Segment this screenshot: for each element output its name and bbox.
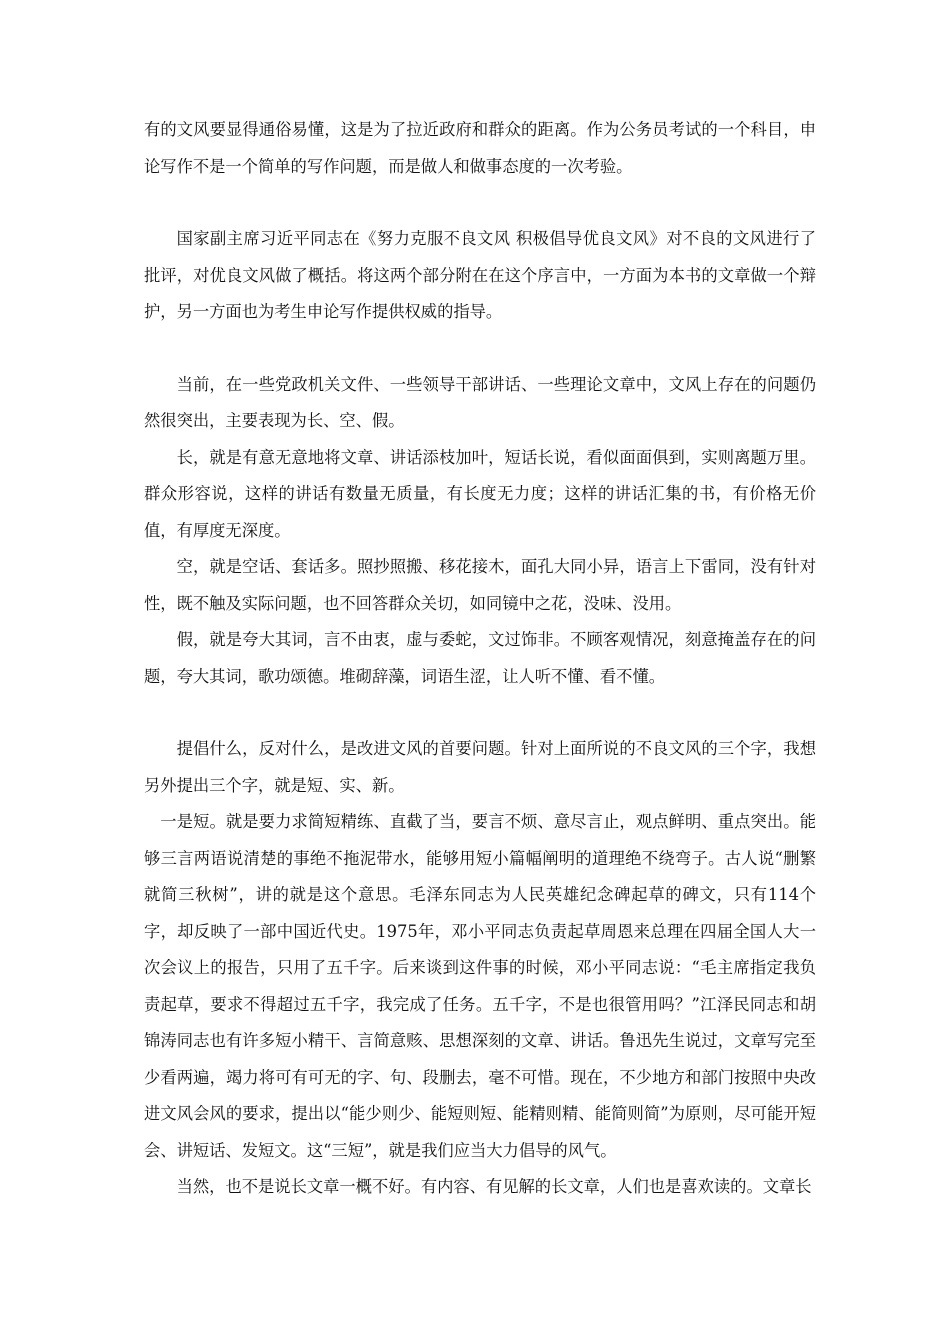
paragraph-empty: 空，就是空话、套话多。照抄照搬、移花接木，面孔大同小异，语言上下雷同，没有针对性，既不触及实际问题，也不回答群众关切，如同镜中之花，没味、没用。 — [144, 557, 816, 613]
paragraph-gap — [144, 185, 816, 221]
paragraph-short: 一是短。就是要力求简短精练、直截了当，要言不烦、意尽言止，观点鲜明、重点突出。能够三言两语说清楚的事绝不拖泥带水，能够用短小篇幅阐明的道理绝不绕弯子。古人说“删繁就简三秋树”，讲的就是这个意思。毛泽东同志为人民英雄纪念碑起草的碑文，只有114个字，却反映了一部中国近代史。1975年，邓小平同志负责起草周恩来总理在四届全国人大一次会议上的报告，只用了五千字。后来谈到这件事的时候，邓小平同志说：“毛主席指定我负责起草，要求不得超过五千字，我完成了任务。五千字，不是也很管用吗？”江泽民同志和胡锦涛同志也有许多短小精干、言简意赅、思想深刻的文章、讲话。鲁迅先生说过，文章写完至少看两遍，竭力将可有可无的字、句、段删去，毫不可惜。现在，不少地方和部门按照中央改进文风会风的要求，提出以“能少则少、能短则短、能精则精、能简则简”为原则，尽可能开短会、讲短话、发短文。这“三短”，就是我们应当大力倡导的风气。 — [144, 812, 816, 1160]
paragraph-false: 假，就是夸大其词，言不由衷，虚与委蛇，文过饰非。不顾客观情况，刻意掩盖存在的问题，夸大其词，歌功颂德。堆砌辞藻，词语生涩，让人听不懂、看不懂。 — [144, 630, 816, 686]
paragraph-long-articles: 当然，也不是说长文章一概不好。有内容、有见解的长文章，人们也是喜欢读的。文章长 — [176, 1177, 812, 1196]
paragraph-long: 长，就是有意无意地将文章、讲话添枝加叶，短话长说，看似面面俱到，实则离题万里。群众形容说，这样的讲话有数量无质量，有长度无力度；这样的讲话汇集的书，有价格无价值，有厚度无深度。 — [144, 447, 816, 540]
paragraph-gap — [144, 695, 816, 731]
paragraph-intro: 有的文风要显得通俗易懂，这是为了拉近政府和群众的距离。作为公务员考试的一个科目，申论写作不是一个简单的写作问题，而是做人和做事态度的一次考验。 — [144, 120, 816, 176]
paragraph-xi-jinping-article: 国家副主席习近平同志在《努力克服不良文风 积极倡导优良文风》对不良的文风进行了批评，对优良文风做了概括。将这两个部分附在在这个序言中，一方面为本书的文章做一个辩护，另一方面也为考生申论写作提供权威的指导。 — [144, 229, 816, 321]
paragraph-advocate: 提倡什么，反对什么，是改进文风的首要问题。针对上面所说的不良文风的三个字，我想另外提出三个字，就是短、实、新。 — [144, 739, 816, 795]
document-page — [144, 112, 816, 1206]
paragraph-current-problems: 当前，在一些党政机关文件、一些领导干部讲话、一些理论文章中，文风上存在的问题仍然很突出，主要表现为长、空、假。 — [144, 374, 816, 430]
paragraph-gap — [144, 331, 816, 367]
